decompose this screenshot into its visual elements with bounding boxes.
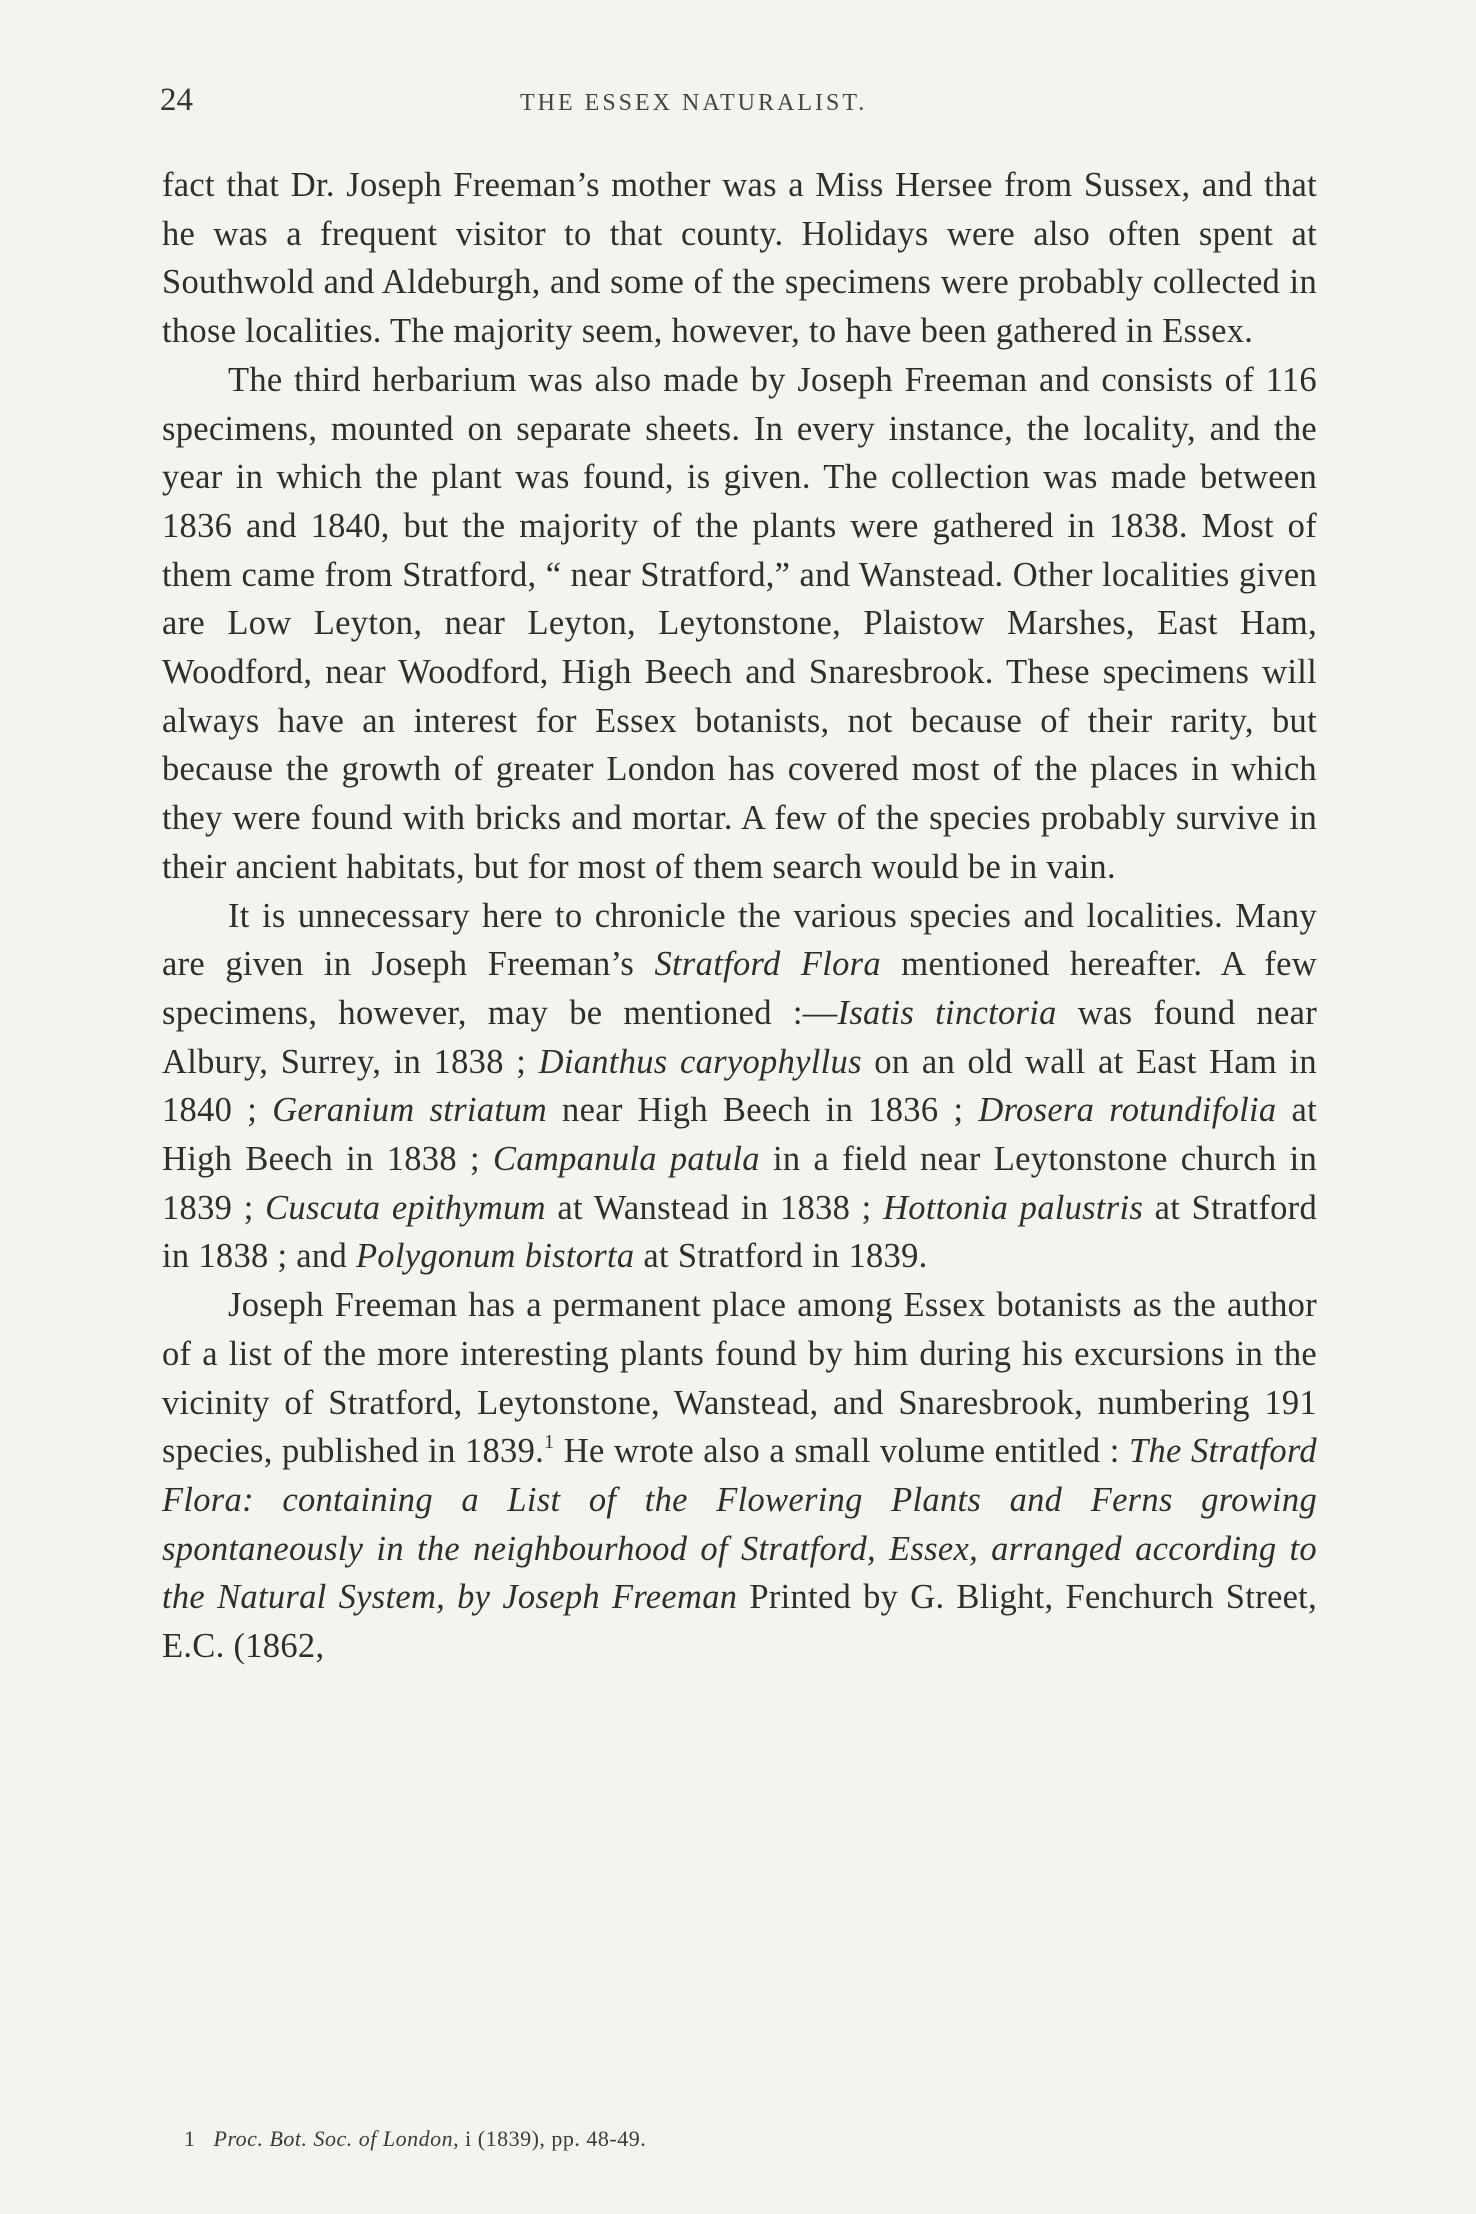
text-run: Joseph Freeman has a permanent place among Essex botanists as the author of a list of the more interesting plants found by him during his excursions in the vicinity of Stratford, Leytonstone, Wanstead, and Snaresbrook, numbering 191 species, published in 1839. bbox=[162, 1286, 1317, 1471]
paragraph-1: fact that Dr. Joseph Freeman’s mother was a Miss Hersee from Sussex, and that he was a frequent visitor to that county. Holidays were also often spent at Southwold and Aldeburgh, and some of the specimens were probably collected in those localities. The majority seem, however, to have been gathered in Essex. bbox=[162, 166, 1317, 351]
text-run: on an old wall at East Ham in 1840 ; bbox=[162, 1042, 1317, 1130]
paragraph-3 bbox=[162, 892, 1317, 1282]
footnote-mark: 1 bbox=[184, 2126, 196, 2151]
species-name: Drosera rotundifolia bbox=[978, 1091, 1277, 1130]
species-name: Geranium striatum bbox=[272, 1091, 547, 1130]
paragraph-2: The third herbarium was also made by Joseph Freeman and consists of 116 specimens, mounted on separate sheets. In every instance, the locality, and the year in which the plant was found, is given. The collection was made between 1836 and 1840, but the majority of the plants were gathered in 1838. Most of them came from Stratford, “ near Stratford,” and Wanstead. Other localities given are Low Leyton, near Leyton, Leytonstone, Plaistow Marshes, East Ham, Woodford, near Woodford, High Beech and Snaresbrook. These specimens will always have an interest for Essex botanists, not because of their rarity, but because the growth of greater London has covered most of the places in which they were found with bricks and mortar. A few of the species probably survive in their ancient habitats, but for most of them search would be in vain. bbox=[162, 360, 1317, 886]
text-run: at Stratford in 1838 ; and bbox=[162, 1188, 1318, 1276]
page-number: 24 bbox=[160, 82, 193, 118]
footnote-source: Proc. Bot. Soc. of London bbox=[213, 2126, 454, 2151]
running-head: THE ESSEX NATURALIST. bbox=[520, 90, 868, 116]
text-run: was found near Albury, Surrey, in 1838 ; bbox=[162, 993, 1317, 1081]
text-run: at High Beech in 1838 ; bbox=[162, 1091, 1318, 1179]
text-run: at Stratford in 1839. bbox=[634, 1237, 928, 1276]
text-run: It is unnecessary here to chronicle the various species and localities. Many are given in Joseph Freeman’s bbox=[162, 896, 1317, 984]
footnote bbox=[184, 2126, 1284, 2152]
text-run: mentioned hereafter. A few specimens, however, may be mentioned :— bbox=[162, 945, 1317, 1032]
species-name: Polygonum bistorta bbox=[355, 1237, 635, 1276]
species-name: Hottonia palustris bbox=[883, 1188, 1144, 1227]
text-run: near High Beech in 1836 ; bbox=[547, 1091, 979, 1130]
species-name: Campanula patula bbox=[493, 1140, 760, 1179]
text-run: in a field near Leytonstone church in 1839 ; bbox=[162, 1140, 1318, 1227]
text-run: He wrote also a small volume entitled : bbox=[554, 1432, 1120, 1471]
italic-book-title: The Stratford Flora: containing a List of the Flowering Plants and Ferns growing spontaneously in the neighbourhood of Stratford, Essex, arranged according to the Natural System, by Joseph Freeman bbox=[162, 1432, 1317, 1617]
species-name: Cuscuta epithymum bbox=[265, 1188, 546, 1227]
body-text bbox=[162, 161, 1317, 1671]
paragraph-4 bbox=[162, 1281, 1317, 1671]
species-name: Dianthus caryophyllus bbox=[538, 1042, 862, 1081]
species-name: Isatis tinctoria bbox=[837, 993, 1057, 1032]
text-run: at Wanstead in 1838 ; bbox=[545, 1188, 884, 1227]
footnote-citation: , i (1839), pp. 48-49. bbox=[453, 2126, 647, 2151]
page-header bbox=[160, 82, 1320, 122]
italic-title: Stratford Flora bbox=[654, 945, 881, 984]
footnote-reference: 1 bbox=[544, 1431, 555, 1454]
text-run: Printed by G. Blight, Fenchurch Street, E.C. (1862, bbox=[162, 1578, 1317, 1666]
